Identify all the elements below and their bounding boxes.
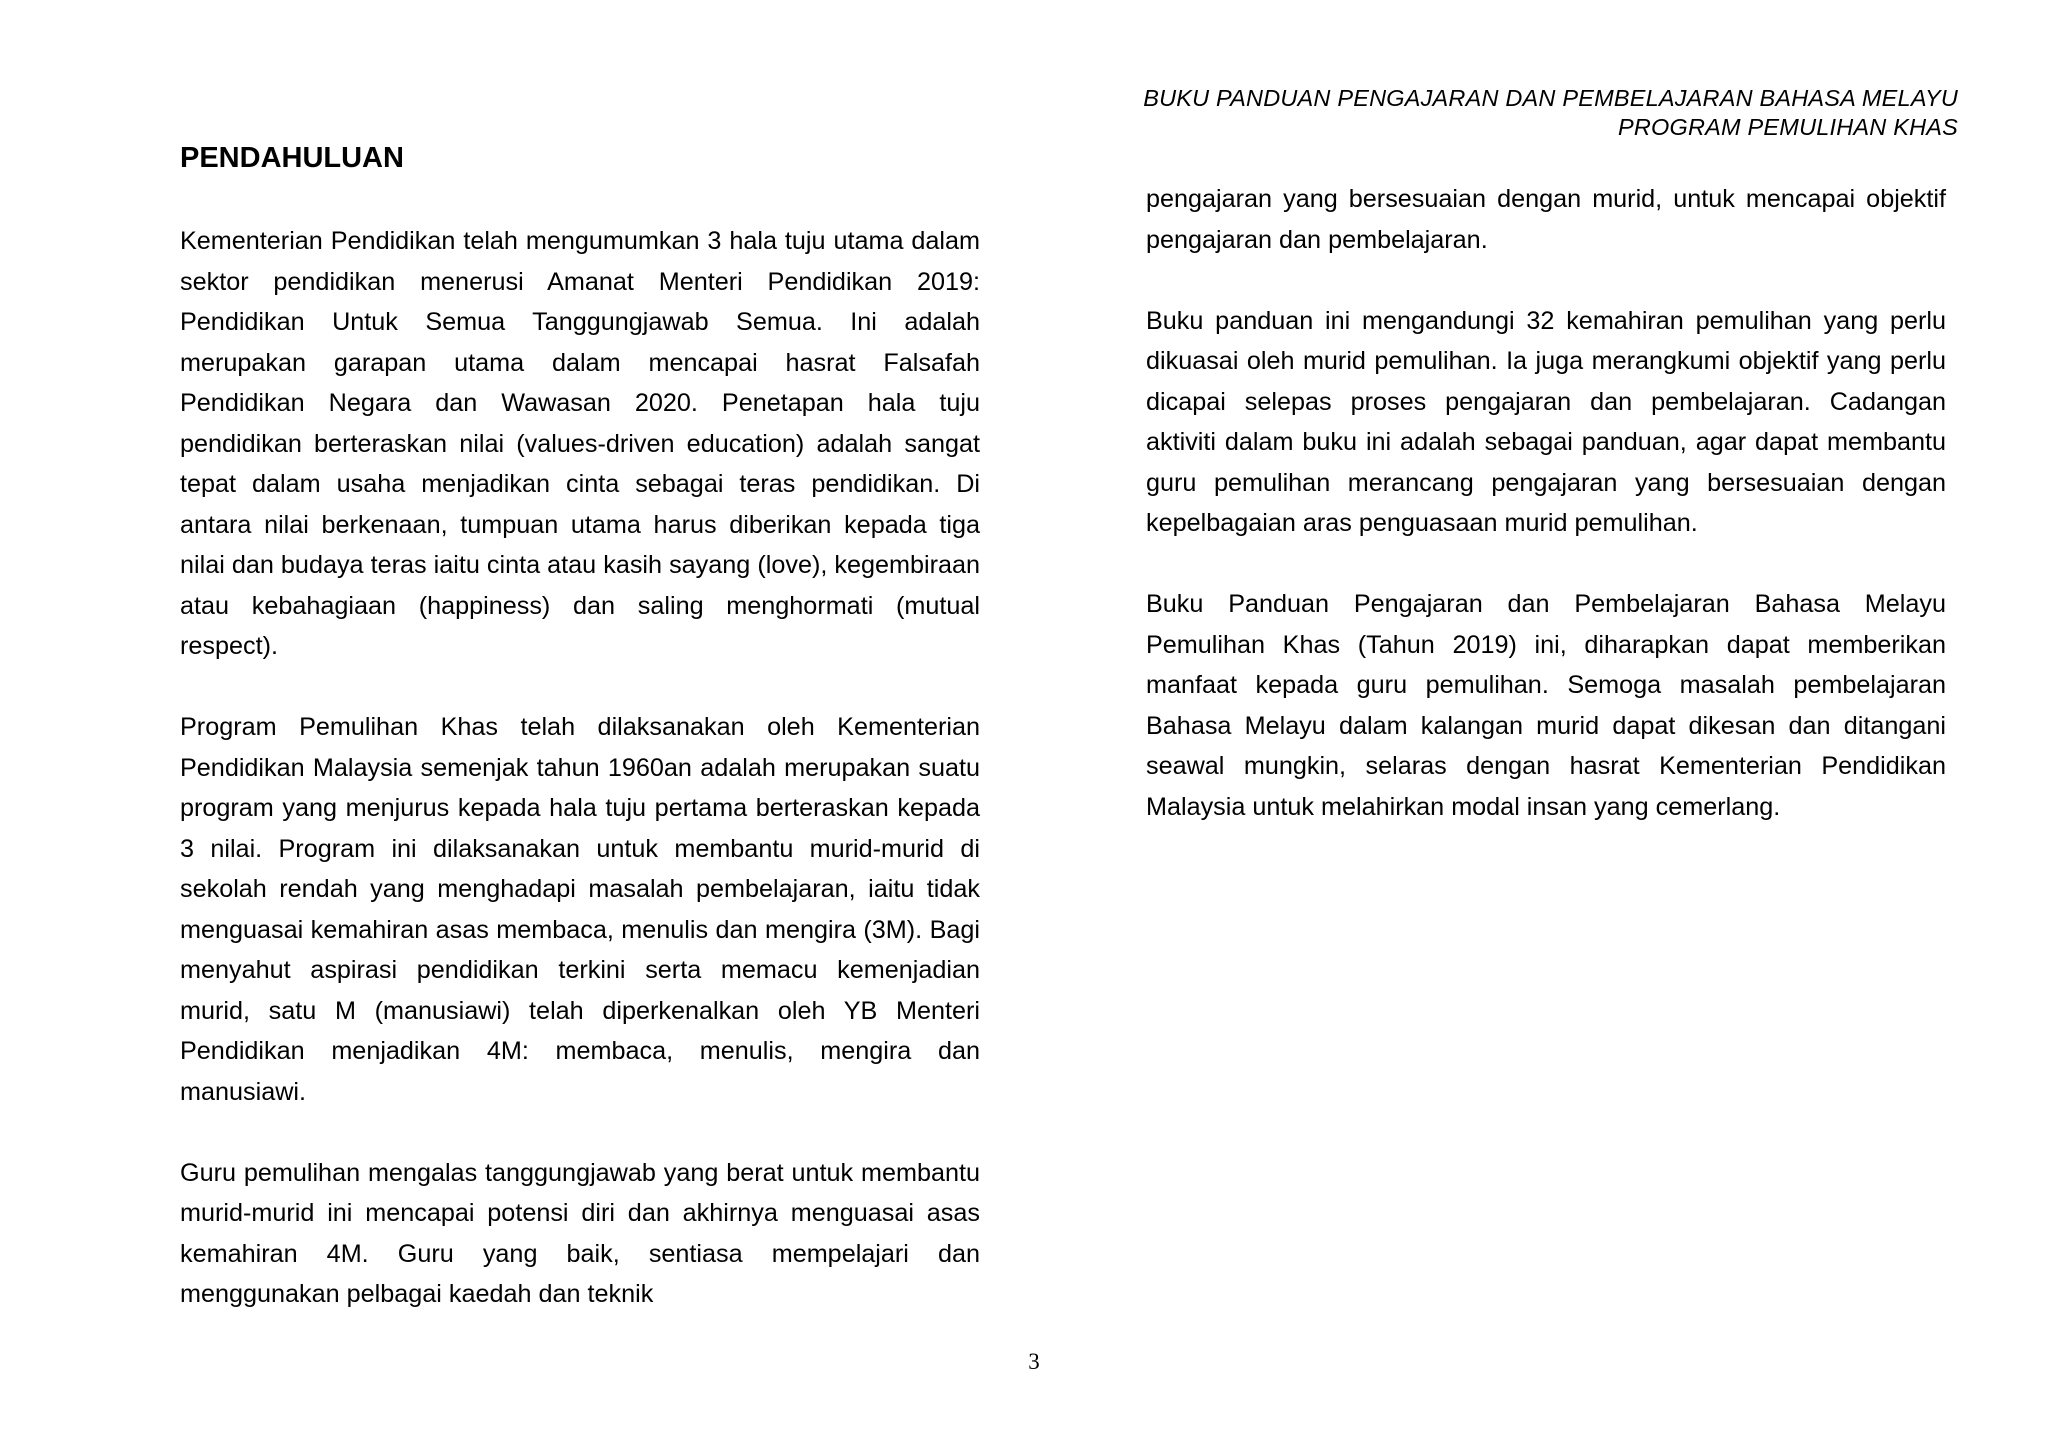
section-title: PENDAHULUAN <box>180 142 404 174</box>
paragraph-book-purpose: Buku Panduan Pengajaran dan Pembelajaran Bahasa Melayu Pemulihan Khas (Tahun 2019) ini, diharapkan dapat memberikan manfaat kepada guru pemulihan. Semoga masalah pembelajaran Bahasa Melayu dalam kalangan murid dapat dikesan dan ditangani seawal mungkin, selaras dengan hasrat Kementerian Pendidikan Malaysia untuk melahirkan modal insan yang cemerlang. <box>1146 590 1946 821</box>
running-header <box>1058 84 1958 142</box>
paragraph-teacher: Guru pemulihan mengalas tanggungjawab yang berat untuk membantu murid-murid ini mencapai potensi diri dan akhirnya menguasai asas kemahiran 4M. Guru yang baik, sentiasa mempelajari dan menggunakan pelbagai kaedah dan teknik <box>180 1158 980 1308</box>
page-number: 3 <box>1028 1349 1040 1374</box>
running-header-line-2: PROGRAM PEMULIHAN KHAS <box>1618 114 1958 140</box>
paragraph-book-contents: Buku panduan ini mengandungi 32 kemahiran pemulihan yang perlu dikuasai oleh murid pemulihan. Ia juga merangkumi objektif yang perlu dicapai selepas proses pengajaran dan pembelajaran. Cadangan aktiviti dalam buku ini adalah sebagai panduan, agar dapat membantu guru pemulihan merancang pengajaran yang bersesuaian dengan kepelbagaian aras penguasaan murid pemulihan. <box>1146 306 1946 537</box>
paragraph-intro: Kementerian Pendidikan telah mengumumkan 3 hala tuju utama dalam sektor pendidikan menerusi Amanat Menteri Pendidikan 2019: Pendidikan Untuk Semua Tanggungjawab Semua. Ini adalah merupakan garapan utama dalam mencapai hasrat Falsafah Pendidikan Negara dan Wawasan 2020. Penetapan hala tuju pendidikan berteraskan nilai (values-driven education) adalah sangat tepat dalam usaha menjadikan cinta sebagai teras pendidikan. Di antara nilai berkenaan, tumpuan utama harus diberikan kepada tiga nilai dan budaya teras iaitu cinta atau kasih sayang (love), kegembiraan atau kebahagiaan (happiness) dan saling menghormati (mutual respect). <box>180 227 980 660</box>
paragraph-continuation: pengajaran yang bersesuaian dengan murid, untuk mencapai objektif pengajaran dan pembelajaran. <box>1146 185 1946 254</box>
left-column <box>180 221 980 1315</box>
paragraph-program: Program Pemulihan Khas telah dilaksanakan oleh Kementerian Pendidikan Malaysia semenjak tahun 1960an adalah merupakan suatu program yang menjurus kepada hala tuju pertama berteraskan kepada 3 nilai. Program ini dilaksanakan untuk membantu murid-murid di sekolah rendah yang menghadapi masalah pembelajaran, iaitu tidak menguasai kemahiran asas membaca, menulis dan mengira (3M). Bagi menyahut aspirasi pendidikan terkini serta memacu kemenjadian murid, satu M (manusiawi) telah diperkenalkan oleh YB Menteri Pendidikan menjadikan 4M: membaca, menulis, mengira dan manusiawi. <box>180 713 980 1106</box>
right-column <box>1146 179 1946 827</box>
running-header-line-1: BUKU PANDUAN PENGAJARAN DAN PEMBELAJARAN BAHASA MELAYU <box>1143 85 1958 111</box>
